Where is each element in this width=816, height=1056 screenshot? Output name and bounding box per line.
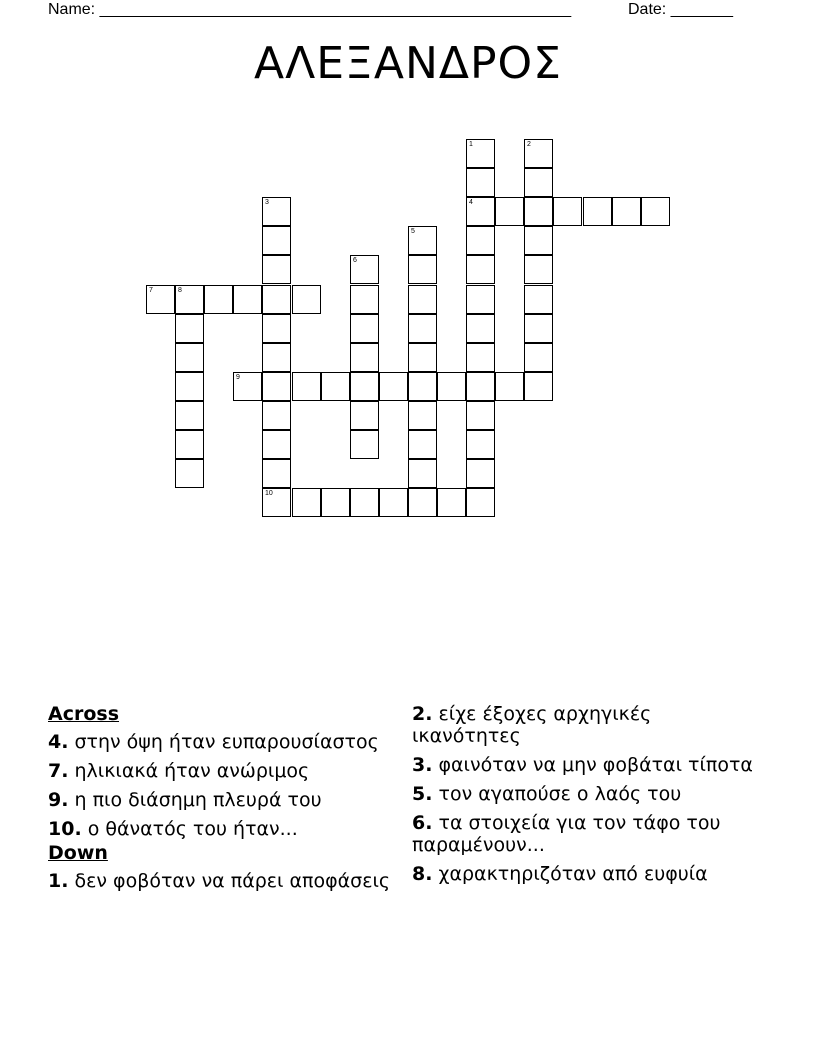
date-line: Date: _______ xyxy=(628,1,733,18)
clues-column-right xyxy=(412,703,762,892)
grid-cell xyxy=(350,401,379,430)
grid-cell xyxy=(175,401,204,430)
grid-cell xyxy=(583,197,612,226)
grid-cell xyxy=(524,255,553,284)
grid-cell xyxy=(524,285,553,314)
grid-cell xyxy=(175,285,204,314)
grid-cell xyxy=(495,197,524,226)
grid-cell xyxy=(466,459,495,488)
name-line: Name: _____________________________________________________ xyxy=(48,1,572,18)
cell-number: 10 xyxy=(265,490,273,497)
grid-cell xyxy=(466,488,495,517)
grid-cell xyxy=(466,168,495,197)
grid-cell xyxy=(408,285,437,314)
grid-cell xyxy=(262,285,291,314)
cell-number: 5 xyxy=(411,228,415,235)
grid-cell xyxy=(408,314,437,343)
clue-down-1: 1. δεν φοβόταν να πάρει αποφάσεις xyxy=(48,870,391,892)
grid-cell xyxy=(262,343,291,372)
grid-cell xyxy=(292,285,321,314)
grid-cell xyxy=(379,488,408,517)
grid-cell xyxy=(321,488,350,517)
grid-cell xyxy=(175,372,204,401)
grid-cell xyxy=(466,343,495,372)
page-title: ΑΛΕΞΑΝΔΡΟΣ xyxy=(254,38,562,89)
grid-cell xyxy=(146,285,175,314)
grid-cell xyxy=(408,488,437,517)
clue-down-2: 2. είχε έξοχες αρχηγικές ικανότητες xyxy=(412,703,652,747)
grid-cell xyxy=(262,488,291,517)
clue-across-4: 4. στην όψη ήταν ευπαρουσίαστος xyxy=(48,731,379,753)
clue-down-5: 5. τον αγαπούσε ο λαός του xyxy=(412,783,682,805)
grid-cell xyxy=(262,372,291,401)
down-heading: Down xyxy=(48,842,108,864)
clue-across-7: 7. ηλικιακά ήταν ανώριμος xyxy=(48,760,310,782)
grid-cell xyxy=(292,488,321,517)
grid-cell xyxy=(408,459,437,488)
grid-cell xyxy=(466,255,495,284)
cell-number: 8 xyxy=(178,287,182,294)
grid-cell xyxy=(233,285,262,314)
grid-cell xyxy=(175,459,204,488)
grid-cell xyxy=(524,343,553,372)
grid-cell xyxy=(524,139,553,168)
grid-cell xyxy=(466,226,495,255)
clue-down-6: 6. τα στοιχεία για τον τάφο του παραμένουν... xyxy=(412,812,721,856)
grid-cell xyxy=(466,197,495,226)
grid-cell xyxy=(350,372,379,401)
grid-cell xyxy=(466,430,495,459)
clues-column-left xyxy=(48,703,398,899)
grid-cell xyxy=(408,401,437,430)
grid-cell xyxy=(175,430,204,459)
grid-cell xyxy=(408,255,437,284)
grid-cell xyxy=(262,197,291,226)
grid-cell xyxy=(321,372,350,401)
grid-cell xyxy=(466,314,495,343)
cell-number: 1 xyxy=(469,141,473,148)
grid-cell xyxy=(524,372,553,401)
grid-cell xyxy=(524,226,553,255)
cell-number: 3 xyxy=(265,199,269,206)
grid-cell xyxy=(408,343,437,372)
grid-cell xyxy=(379,372,408,401)
grid-cell xyxy=(262,401,291,430)
grid-cell xyxy=(292,372,321,401)
grid-cell xyxy=(350,285,379,314)
grid-cell xyxy=(408,226,437,255)
grid-cell xyxy=(553,197,582,226)
cell-number: 2 xyxy=(527,141,531,148)
clues-section xyxy=(48,703,768,1023)
grid-cell xyxy=(350,255,379,284)
grid-cell xyxy=(466,139,495,168)
grid-cell xyxy=(524,168,553,197)
grid-cell xyxy=(350,343,379,372)
grid-cell xyxy=(350,314,379,343)
clue-across-10: 10. ο θάνατός του ήταν... xyxy=(48,818,298,840)
clue-across-9: 9. η πιο διάσημη πλευρά του xyxy=(48,789,322,811)
grid-cell xyxy=(408,430,437,459)
clue-down-8: 8. χαρακτηριζόταν από ευφυία xyxy=(412,863,708,885)
grid-cell xyxy=(262,459,291,488)
cell-number: 7 xyxy=(149,287,153,294)
grid-cell xyxy=(466,372,495,401)
grid-cell xyxy=(437,488,466,517)
grid-cell xyxy=(466,285,495,314)
grid-cell xyxy=(262,314,291,343)
cell-number: 9 xyxy=(236,374,240,381)
grid-cell xyxy=(233,372,262,401)
grid-cell xyxy=(175,343,204,372)
grid-cell xyxy=(495,372,524,401)
grid-cell xyxy=(262,226,291,255)
grid-cell xyxy=(612,197,641,226)
grid-cell xyxy=(524,197,553,226)
grid-cell xyxy=(350,488,379,517)
clue-down-3: 3. φαινόταν να μην φοβάται τίποτα xyxy=(412,754,753,776)
grid-cell xyxy=(524,314,553,343)
grid-cell xyxy=(641,197,670,226)
grid-cell xyxy=(204,285,233,314)
cell-number: 6 xyxy=(353,257,357,264)
grid-cell xyxy=(408,372,437,401)
grid-cell xyxy=(437,372,466,401)
grid-cell xyxy=(175,314,204,343)
grid-cell xyxy=(262,255,291,284)
grid-cell xyxy=(466,401,495,430)
cell-number: 4 xyxy=(469,199,473,206)
grid-cell xyxy=(262,430,291,459)
grid-cell xyxy=(350,430,379,459)
across-heading: Across xyxy=(48,703,120,725)
